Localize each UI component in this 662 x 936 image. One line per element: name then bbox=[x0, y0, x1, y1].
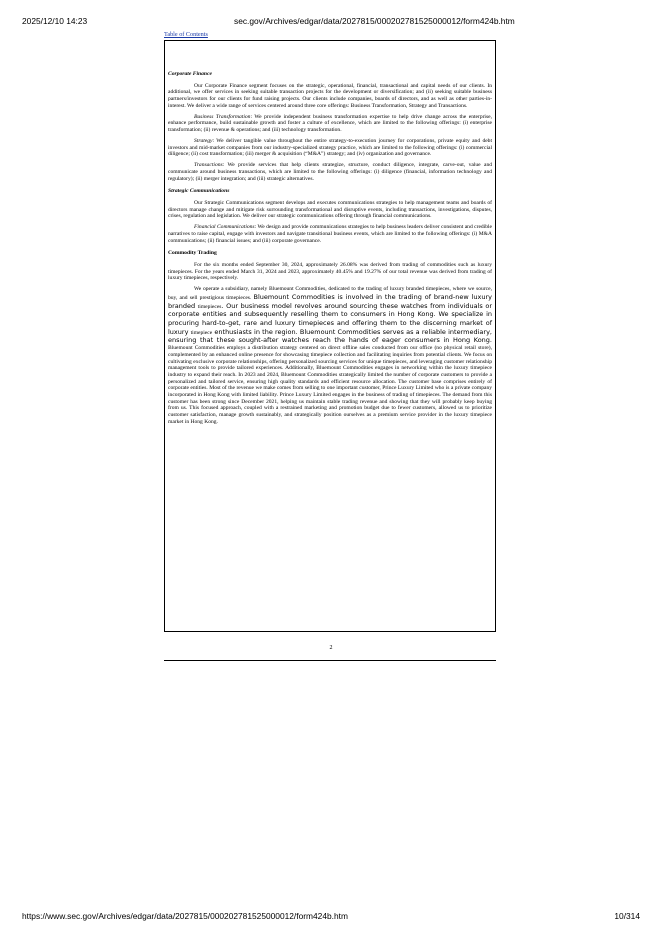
bluemount-text-c: timepieces bbox=[197, 303, 222, 310]
financial-communications-text: : We design and provide communications strategies to help business leaders deliver consistent and credible narratives to raise capital, engage with investors and navigate transitional business events, which are limited to the following offerings: (i) M&A communications; (ii) financial issues; and (iii) corporate governance. bbox=[168, 224, 492, 244]
business-transformation-text: : We provide independent business transformation expertise to help drive change across the enterprise, enhance performance, build sustainable growth and foster a culture of excellence, which are limited to the following offerings: (i) enterprise transformation; (ii) revenue & operations; and (iii) technology transformation. bbox=[168, 113, 492, 133]
section-heading-corporate-finance: Corporate Finance bbox=[168, 71, 212, 77]
strategy-text: : We deliver tangible value throughout the entire strategy-to-execution journey for corporations, private equity and debt investors and mid-market companies from our industry-specialized strategy practice, which are limited to the following offerings: (i) commercial diligence; (ii) cost transformation; (iii) merger & acquisition (“M&A”) strategy; and (iv) organization and governance. bbox=[168, 137, 492, 158]
bluemount-text-f: enthusiasts in the region. Bluemount Commodities serves as a reliable intermediary, ensuring that these sought-after watches reach the hands of eager consumers in Hong Kong. bbox=[168, 327, 492, 345]
financial-communications-paragraph bbox=[168, 224, 492, 244]
table-of-contents-link[interactable]: Table of Contents bbox=[164, 31, 208, 38]
business-transformation-paragraph bbox=[168, 114, 492, 134]
corporate-finance-intro: Our Corporate Finance segment focuses on the strategic, operational, financial, transactional and capital needs of our clients. In additional, we offer services in seeking suitable transaction projects for the development or diversification; and (ii) seeking suitable business partners/investors for our clients for fund raising projects. Our clients include companies, boards of directors, and as well as other parties-in-interest. We deliver a wide range of services centered around three core offerings: Business Transformation, Strategy and Transactions. bbox=[168, 82, 492, 109]
financial-communications-label: Financial Communications bbox=[194, 224, 255, 231]
print-header-url: sec.gov/Archives/edgar/data/2027815/000202781525000012/form424b.htm bbox=[234, 16, 515, 26]
section-heading-strategic-communications: Strategic Communications bbox=[168, 188, 230, 195]
strategic-communications-intro: Our Strategic Communications segment develops and executes communications strategies to help management teams and boards of directors manage change and mitigate risk surrounding transformational and disruptive events, including transactions, investigations, disputes, crises, regulation and legislation. We deliver our strategic communications offering through financial communications. bbox=[168, 199, 492, 220]
section-heading-commodity-trading: Commodity Trading bbox=[168, 250, 217, 257]
document-page-frame bbox=[164, 40, 496, 632]
print-page-counter: 10/314 bbox=[614, 911, 640, 921]
strategy-paragraph bbox=[168, 138, 492, 158]
print-footer-url: https://www.sec.gov/Archives/edgar/data/2027815/000202781525000012/form424b.htm bbox=[22, 911, 348, 921]
business-transformation-label: Business Transformation bbox=[194, 113, 251, 120]
bluemount-text-b: Bluemount Commodities is involved in the trading of brand-new luxury branded bbox=[168, 292, 492, 310]
commodity-trading-revenue-paragraph: For the six months ended September 30, 2024, approximately 26.08% was derived from trading of commodities such as luxury timepieces. For the years ended March 31, 2024 and 2023, approximately 40.45% and 19.27% of our total revenue was derived from trading of luxury timepieces, respectively. bbox=[168, 261, 492, 282]
bluemount-text-a: We operate a subsidiary, namely Bluemount Commodities, dedicated to the trading of luxury branded timepieces, where we source, buy, and sell prestigious timepieces. bbox=[168, 286, 492, 301]
page-divider bbox=[164, 660, 496, 661]
transactions-paragraph bbox=[168, 162, 492, 182]
bluemount-commodities-paragraph bbox=[168, 286, 492, 425]
bluemount-text-d: . Our business model revolves around sourcing these watches from individuals or corporate entities and subsequently reselling them to consumers in Hong Kong. We specialize in procuring hard-to-get, rare and luxury timepieces and offering them to the discerning market of luxury bbox=[168, 301, 493, 336]
transactions-text: : We provide services that help clients strategize, structure, conduct diligence, integrate, carve-out, value and communicate around business transactions, which are limited to the following offerings: (i) diligence (financial, information technology and regulatory); (ii) merger integration; and (iii) strategic alternatives. bbox=[168, 162, 492, 182]
bluemount-text-e: timepiece bbox=[190, 329, 213, 336]
bluemount-text-g: Bluemount Commodities employs a distribution strategy centered on direct offline sales conducted from our office (no physical retail store), complemented by an enhanced online presence for showcasing timepiece collection and facilitating inquiries from potential clients. We focus on cultivating exclusive corporate relationships, offering personalized sourcing services for unique timepieces, and leveraging customer relationship management tools to provide tailored experiences. Additionally, Bluemount Commodities engages in networking within the luxury timepiece industry to expand their reach. In 2023 and 2024, Bluemount Commodities strategically limited the number of corporate customers to provide a personalized and tailored service, ensuring high quality standards and efficient resource allocation. The customer base comprises entirely of corporate entities. Most of the revenue we make comes from selling to one important customer, Prince Luxury Limited who is a private company incorporated in Hong Kong with limited liability. Prince Luxury Limited engages in the business of trading of timepieces. The demand from this customer has been strong since December 2021, helping us maintain stable trading revenue and showing that they will probably keep buying from us. This focused approach, coupled with a restrained marketing and promotion budget due to fewer customers, allowed us to prioritize customer satisfaction, manage growth sustainably, and strategically position ourselves as a premium service provider in the luxury timepiece market in Hong Kong. bbox=[168, 345, 492, 425]
print-timestamp: 2025/12/10 14:23 bbox=[22, 16, 88, 26]
transactions-label: Transactions bbox=[194, 162, 223, 169]
page-number: 2 bbox=[329, 645, 333, 651]
strategy-label: Strategy bbox=[194, 137, 213, 144]
